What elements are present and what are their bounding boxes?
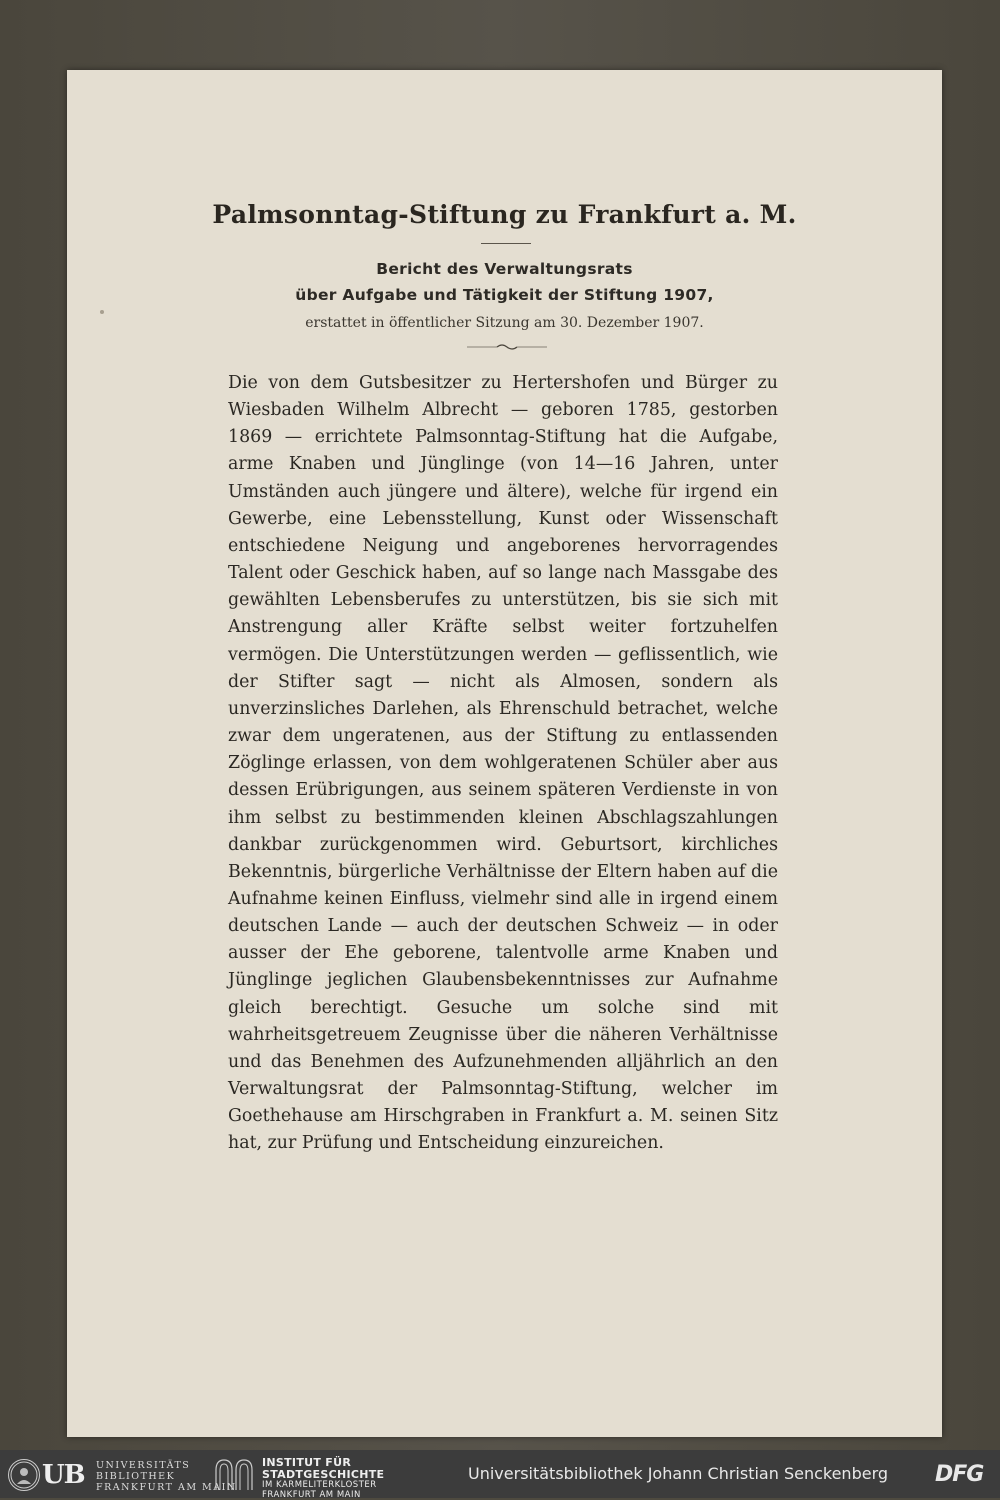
subtitle-line-1: Bericht des Verwaltungsrats <box>67 260 942 278</box>
document-title: Palmsonntag-Stiftung zu Frankfurt a. M. <box>67 200 942 229</box>
body-paragraph: Die von dem Gutsbesitzer zu Hertershofen und Bürger zu Wiesbaden Wilhelm Albrecht — geboren 1785, gestorben 1869 — errichtete Palmsonntag-Stiftung hat die Aufgabe, arme Knaben und Jünglinge (von 14—16 Jahren, unter Umständen auch jüngere und ältere), welche für irgend ein Gewerbe, eine Lebensstellung, Kunst oder Wissenschaft entschiedene Neigung und angeborenes hervorragendes Talent oder Geschick haben, auf so lange nach Massgabe des gewählten Lebensberufes zu unterstützen, bis sie sich mit Anstrengung aller Kräfte selbst weiter fortzuhelfen vermögen. Die Unterstützungen werden — geflissentlich, wie der Stifter sagt — nicht als Almosen, sondern als unverzinsliches Darlehen, als Ehrenschuld betrachet, welche zwar dem ungeratenen, aus der Stiftung zu entlassenden Zöglinge erlassen, von dem wohlgeratenen Schüler aber aus dessen Erübrigungen, aus seinem späteren Verdienste in von ihm selbst zu bestimmenden kleinen Abschlagszahlungen dankbar zurückgenommen wird. Geburtsort, kirchliches Bekenntnis, bürgerliche Verhältnisse der Eltern haben auf die Aufnahme keinen Einfluss, vielmehr sind alle in irgend einem deutschen Lande — auch der deutschen Schweiz — in oder ausser der Ehe geborene, talentvolle arme Knaben und Jünglinge jeglichen Glaubensbekenntnisses zur Aufnahme gleich berechtigt. Gesuche um solche sind mit wahrheitsgetreuem Zeugnisse über die näheren Verhältnisse und das Benehmen des Aufzunehmenden alljährlich an den Verwaltungsrat der Palmsonntag-Stiftung, welcher im Goethehause am Hirschgraben in Frankfurt a. M. seinen Sitz hat, zur Prüfung und Entscheidung einzureichen. <box>228 370 778 1158</box>
institute-arches-icon <box>214 1458 254 1492</box>
institute-logo-text <box>262 1457 384 1500</box>
ub-line-2: BIBLIOTHEK <box>96 1471 237 1482</box>
subtitle-line-2: über Aufgabe und Tätigkeit der Stiftung 1907, <box>67 286 942 304</box>
paper-speck <box>100 310 104 314</box>
ub-line-3: FRANKFURT AM MAIN <box>96 1482 237 1493</box>
ub-logo-letters: UB <box>42 1460 85 1490</box>
subtitle-line-3: erstattet in öffentlicher Sitzung am 30. Dezember 1907. <box>67 315 942 331</box>
inst-line-4: FRANKFURT AM MAIN <box>262 1491 384 1500</box>
inst-line-1: INSTITUT FÜR <box>262 1457 384 1469</box>
inst-line-2: STADTGESCHICHTE <box>262 1469 384 1481</box>
footer-bar <box>0 1450 1000 1498</box>
ub-line-1: UNIVERSITÄTS <box>96 1460 237 1471</box>
ub-seal-icon <box>8 1459 40 1491</box>
ornament-divider-icon <box>467 341 547 353</box>
document-page <box>67 70 942 1437</box>
library-name: Universitätsbibliothek Johann Christian Senckenberg <box>468 1464 888 1483</box>
dfg-logo: DFG <box>935 1462 983 1487</box>
title-rule <box>481 243 531 244</box>
inst-line-3: IM KARMELITERKLOSTER <box>262 1481 384 1491</box>
